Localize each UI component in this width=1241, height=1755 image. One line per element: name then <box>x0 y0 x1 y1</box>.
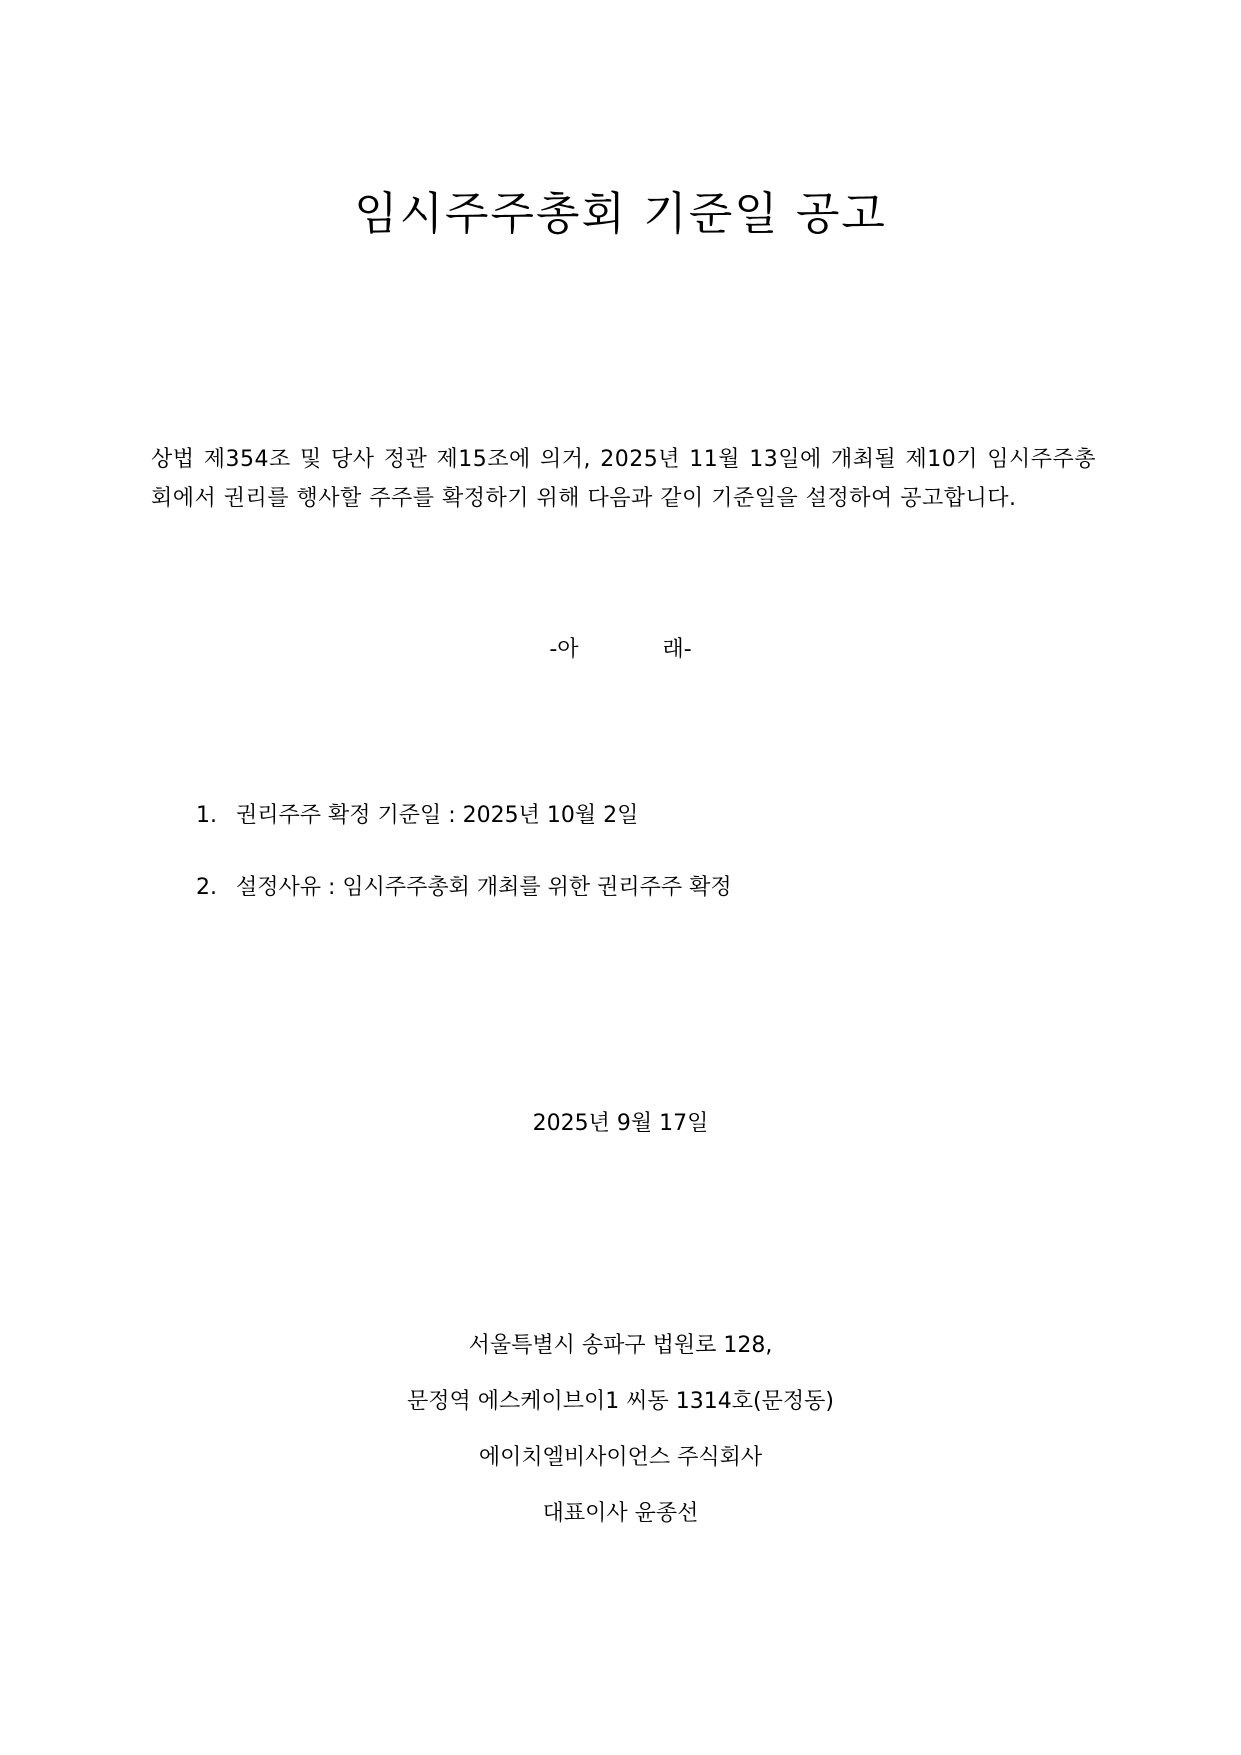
company-ceo: 대표이사 윤종선 <box>542 1501 699 1526</box>
document-title: 임시주주총회 기준일 공고 <box>354 187 887 240</box>
list-item <box>196 800 732 832</box>
item-number: 1. <box>196 803 217 828</box>
item-list <box>196 800 732 944</box>
company-block <box>0 1330 1241 1554</box>
announcement-date: 2025년 9월 17일 <box>532 1111 709 1136</box>
announcement-body: 상법 제354조 및 당사 정관 제15조에 의거, 2025년 11월 13일에 개최될 제10기 임시주주총회에서 권리를 행사할 주주를 확정하기 위해 다음과 같이 기준일을 설정하여 공고합니다. <box>151 447 1096 511</box>
list-item <box>196 872 732 904</box>
company-address-line1: 서울특별시 송파구 법원로 128, <box>468 1333 773 1358</box>
item-text: 설정사유 : 임시주주총회 개최를 위한 권리주주 확정 <box>236 875 732 900</box>
company-name: 에이치엘비사이언스 주식회사 <box>478 1445 763 1470</box>
company-address-line2: 문정역 에스케이브이1 씨동 1314호(문정동) <box>407 1389 834 1414</box>
item-number: 2. <box>196 875 217 900</box>
section-heading: -아 래- <box>549 637 692 662</box>
item-text: 권리주주 확정 기준일 : 2025년 10월 2일 <box>236 803 639 828</box>
